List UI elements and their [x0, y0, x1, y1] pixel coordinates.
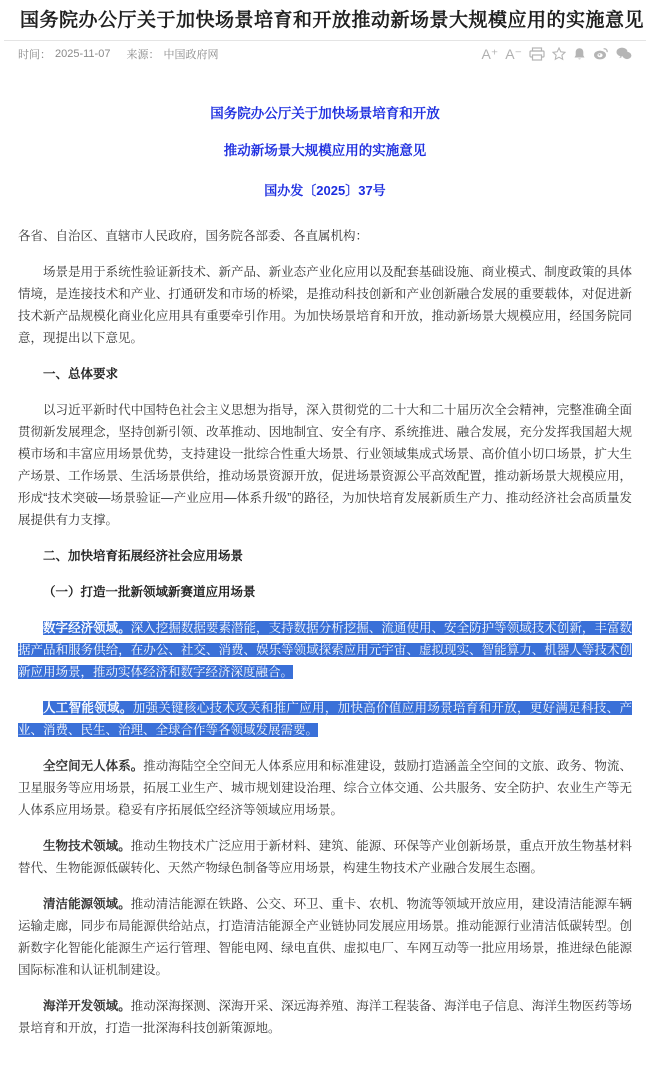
document-title-line2: 推动新场景大规模应用的实施意见 [223, 143, 427, 159]
article-meta [18, 46, 218, 62]
document-body [0, 65, 650, 1065]
subscribe-bell-icon[interactable] [573, 47, 586, 61]
weibo-share-icon[interactable] [593, 47, 609, 60]
meta-time-value: 2025-11-07 [55, 47, 111, 60]
subsection-2-1-heading: （一）打造一批新领域新赛道应用场景 [43, 584, 256, 599]
paragraph-biotechnology: 生物技术领域。推动生物技术广泛应用于新材料、建筑、能源、环保等产业创新场景，重点开放生物基材料替代、生物能源低碳转化、天然产物绿色制备等应用场景，构建生物技术产业融合发展生态圈。 [18, 838, 632, 875]
document-number: 国办发〔2025〕37号 [264, 182, 386, 198]
paragraph-digital-economy [18, 617, 632, 683]
meta-time-label: 时间： [18, 48, 51, 61]
paragraph-artificial-intelligence [18, 697, 632, 741]
meta-bar [0, 41, 650, 65]
article-header [0, 0, 650, 40]
font-decrease-button[interactable]: A⁻ [505, 45, 522, 62]
page-title: 国务院办公厅关于加快场景培育和开放推动新场景大规模应用的实施意见 [20, 10, 645, 31]
wechat-share-icon[interactable] [616, 47, 632, 60]
salutation: 各省、自治区、直辖市人民政府，国务院各部委、各直属机构： [18, 228, 369, 243]
paragraph-unmanned-systems: 全空间无人体系。推动海陆空全空间无人体系应用和标准建设，鼓励打造涵盖全空间的文旅、政务、物流、卫星服务等应用场景，拓展工业生产、城市规划建设治理、综合立体交通、公共服务、安全防护、农业生产等无人体系应用场景。稳妥有序拓展低空经济等领域应用场景。 [18, 758, 632, 817]
section-2-heading: 二、加快培育拓展经济社会应用场景 [43, 548, 244, 563]
section-1-heading: 一、总体要求 [43, 366, 119, 381]
selected-text: 数字经济领域。深入挖掘数据要素潜能，支持数据分析挖掘、流通使用、安全防护等领域技术创新，丰富数据产品和服务供给，在办公、社交、消费、娱乐等领域探索应用元宇宙、虚拟现实、智能算力、机器人等技术创新应用场景，推动实体经济和数字经济深度融合。 [18, 620, 632, 679]
intro-paragraph: 场景是用于系统性验证新技术、新产品、新业态产业化应用以及配套基础设施、商业模式、制度政策的具体情境，是连接技术和产业、打通研发和市场的桥梁，是推动科技创新和产业创新融合发展的重要载体，对促进新技术新产品规模化商业化应用具有重要牵引作用。为加快场景培育和开放，推动新场景大规模应用，经国务院同意，现提出以下意见。 [18, 264, 632, 345]
meta-source-value: 中国政府网 [163, 48, 219, 61]
favorite-star-icon[interactable] [552, 47, 566, 61]
paragraph-ocean-development: 海洋开发领域。推动深海探测、深海开采、深远海养殖、海洋工程装备、海洋电子信息、海洋生物医药等场景培育和开放，打造一批深海科技创新策源地。 [18, 998, 632, 1035]
font-increase-button[interactable]: A⁺ [481, 45, 499, 62]
document-title-line1: 国务院办公厅关于加快场景培育和开放 [210, 105, 440, 121]
meta-source-label: 来源： [126, 48, 160, 61]
selected-text: 人工智能领域。加强关键核心技术攻关和推广应用，加快高价值应用场景培育和开放，更好满足科技、产业、消费、民生、治理、全球合作等各领域发展需要。 [18, 700, 632, 737]
paragraph-clean-energy: 清洁能源领域。推动清洁能源在铁路、公交、环卫、重卡、农机、物流等领域开放应用，建设清洁能源车辆运输走廊，同步布局能源供给站点，打造清洁能源全产业链协同发展应用场景。推动能源行业清洁低碳转型。创新数字化智能化能源生产运行管理、智能电网、绿电直供、虚拟电厂、车网互动等一批应用场景，推进绿色能源国际标准和认证机制建设。 [18, 896, 632, 977]
article-toolbar [482, 47, 632, 61]
section-1-paragraph: 以习近平新时代中国特色社会主义思想为指导，深入贯彻党的二十大和二十届历次全会精神，完整准确全面贯彻新发展理念，坚持创新引领、改革推动、因地制宜、安全有序、系统推进、融合发展，充分发挥我国超大规模市场和丰富应用场景优势，支持建设一批综合性重大场景、行业领域集成式场景、高价值小切口场景，扩大生产场景、工作场景、生活场景供给，推动场景资源开放，促进场景资源公平高效配置，推动新场景大规模应用，形成“技术突破—场景验证—产业应用—体系升级”的路径，为加快培育发展新质生产力、推动经济社会高质量发展提供有力支撑。 [18, 402, 632, 527]
print-icon[interactable] [529, 47, 545, 61]
